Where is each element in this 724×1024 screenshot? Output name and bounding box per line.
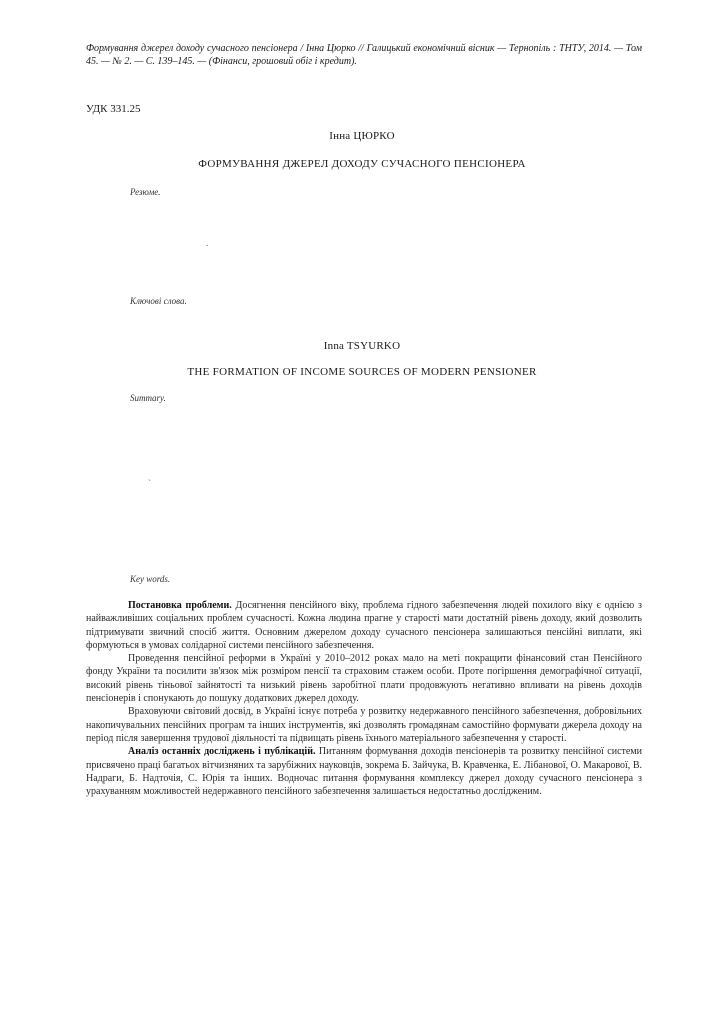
- paragraph-world-experience: [86, 705, 642, 745]
- citation-header: Формування джерел доходу сучасного пенсіонера / Інна Цюрко // Галицький економічний вісник — Тернопіль : ТНТУ, 2014. — Том 45. — № 2. — С. 139–145. — (Фінанси, грошовий обіг і кредит).: [86, 43, 642, 67]
- stray-mark-english: `: [148, 478, 151, 488]
- article-title-ukrainian: ФОРМУВАННЯ ДЖЕРЕЛ ДОХОДУ СУЧАСНОГО ПЕНСІОНЕРА: [198, 158, 526, 170]
- article-title-english: THE FORMATION OF INCOME SOURCES OF MODERN PENSIONER: [187, 366, 537, 378]
- keywords-label-ukrainian: Ключові слова.: [130, 296, 187, 306]
- problem-statement-heading: Постановка проблеми.: [128, 600, 232, 611]
- abstract-label-english: Summary.: [130, 393, 166, 403]
- keywords-label-english: Key words.: [130, 574, 171, 584]
- article-body: [86, 599, 642, 798]
- author-name-english: Inna TSYURKO: [323, 340, 401, 352]
- pension-reform-text: Проведення пенсійної реформи в Україні у 2010–2012 роках мало на меті покращити фінансовий стан Пенсійного фонду України та посилити зв'язок між розміром пенсії та страховим стажем особи. Проте погіршення демографічної ситуації, високий рівень тіньової зайнятості та низький рівень заробітної плати продовжують негативно впливати на рівень доходів пенсіонерів і спонукають до пошуку додаткових джерел доходу.: [86, 653, 642, 705]
- paragraph-literature-review: [86, 745, 642, 798]
- literature-review-heading: Аналіз останніх досліджень і публікацій.: [128, 746, 316, 758]
- literature-review-text: Питанням формування доходів пенсіонерів та розвитку пенсійної системи присвячено праці багатьох вітчизняних та зарубіжних науковців, зокрема Б. Зайчука, В. Кравченка, Е. Лібанової, О. Макарової, В. Надраги, Б. Надточія, С. Юрія та інших. Водночас питання формування комплексу джерел доходу сучасного пенсіонера з урахуванням можливостей недержавного пенсійного забезпечення залишається недостатньо дослідженим.: [86, 746, 642, 798]
- paragraph-problem-statement: [86, 599, 642, 652]
- stray-mark-ukrainian: .: [206, 238, 209, 248]
- abstract-label-ukrainian: Резюме.: [130, 187, 161, 197]
- udc-code: УДК 331.25: [86, 103, 141, 115]
- paragraph-pension-reform: [86, 652, 642, 705]
- world-experience-text: Враховуючи світовий досвід, в Україні існує потреба у розвитку недержавного пенсійного забезпечення, добровільних накопичувальних пенсійних програм та інших інструментів, які дозволять громадянам самостійно формувати джерела доходу на період після завершення трудової діяльності та підвищать рівень їхнього матеріального забезпечення у старості.: [86, 706, 642, 744]
- problem-statement-text: Досягнення пенсійного віку, проблема гідного забезпечення людей похилого віку є однією з найважливіших соціальних проблем сучасності. Кожна людина прагне у старості мати достатній рівень доходу, який дозволить підтримувати звичний спосіб життя. Основним джерелом доходу сучасного пенсіонера залишаються пенсійні виплати, які формуються в умовах солідарної системи пенсійного забезпечення.: [86, 600, 642, 651]
- author-name-ukrainian: Інна ЦЮРКО: [329, 130, 395, 142]
